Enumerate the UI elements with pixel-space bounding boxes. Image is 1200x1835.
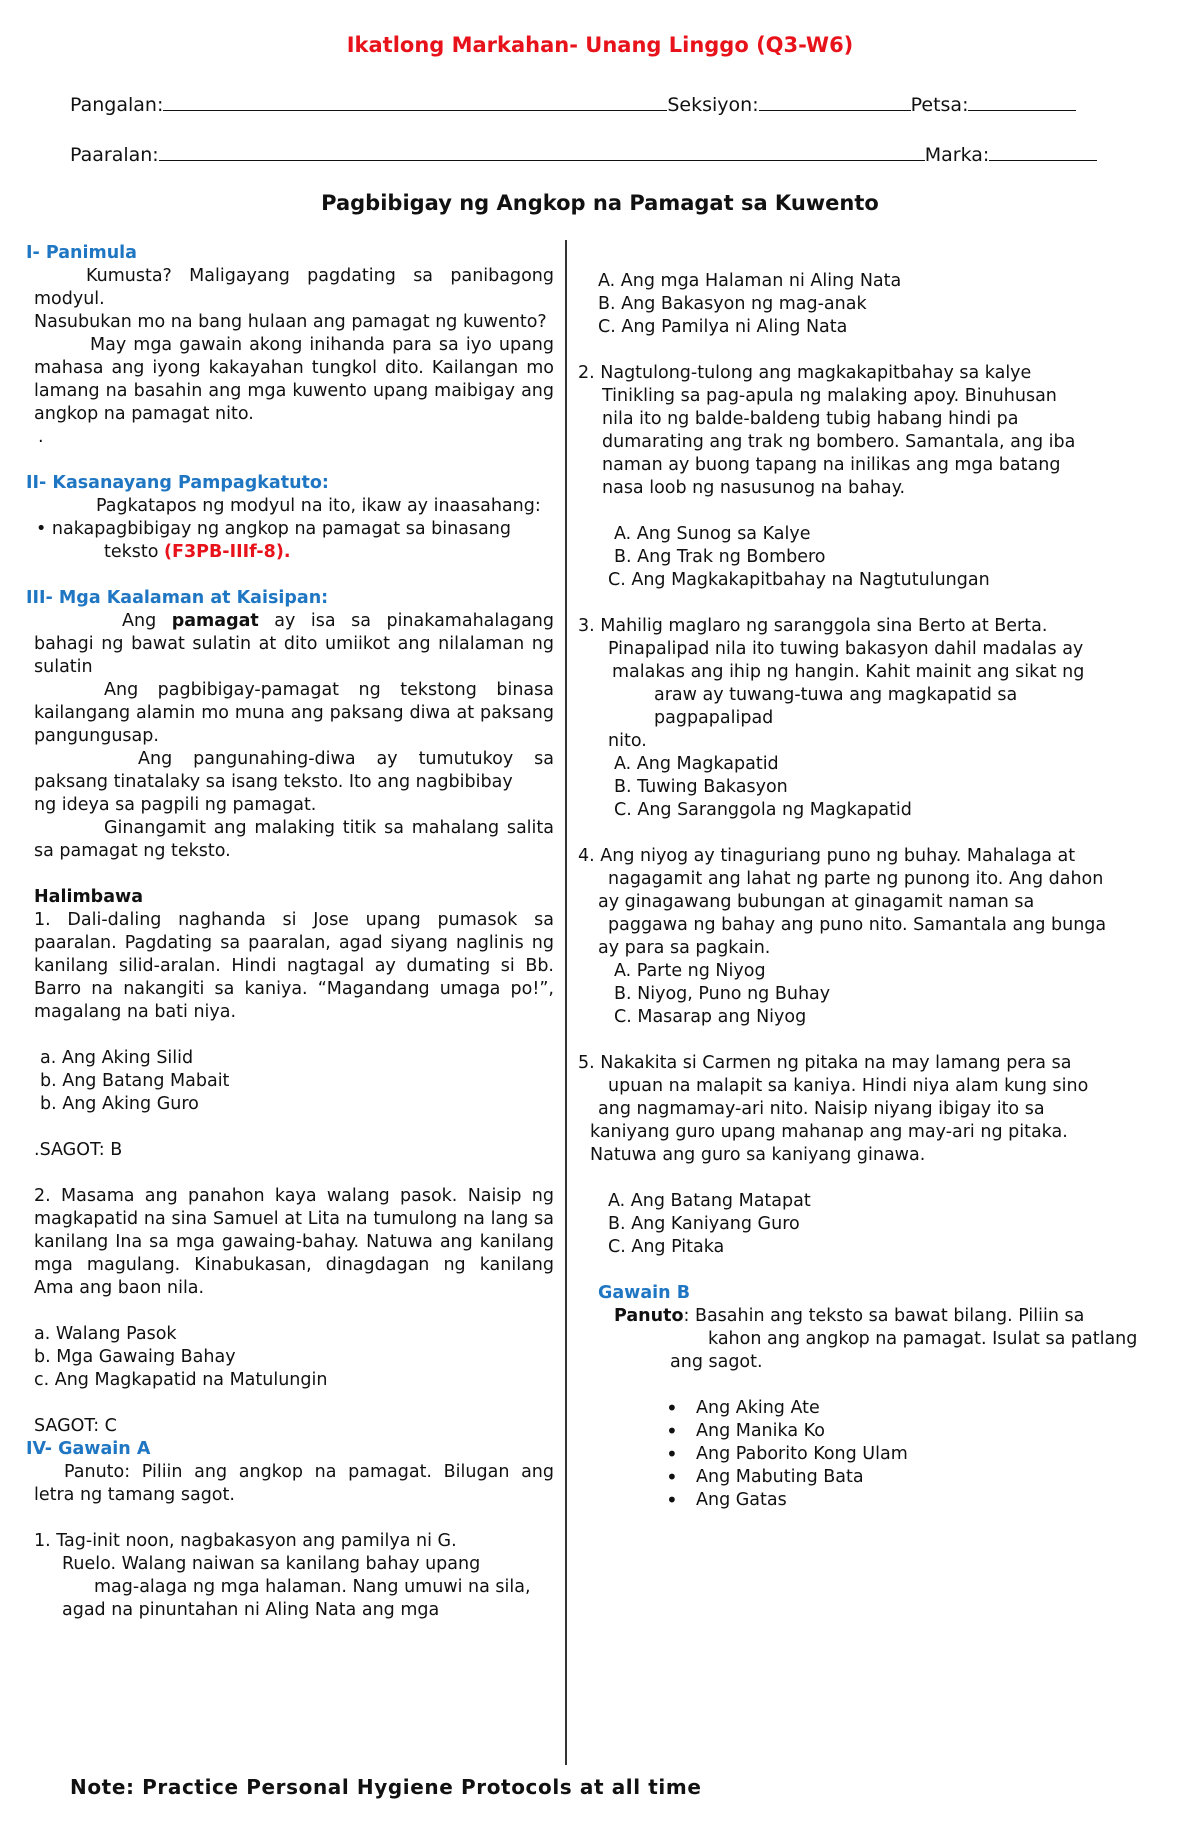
gawain-b-panuto-line-2: kahon ang angkop na pamagat. Isulat sa patlang	[708, 1329, 1138, 1349]
petsa-blank[interactable]	[968, 92, 1076, 111]
question-2-choice-a: A. Ang Sunog sa Kalye	[614, 524, 811, 544]
gawain-a-panuto: Panuto: Piliin ang angkop na pamagat. Bilugan ang letra ng tamang sagot.	[34, 1462, 554, 1505]
gawain-b-panuto-line-1: Panuto: Basahin ang teksto sa bawat bilang. Piliin sa	[614, 1306, 1085, 1326]
question-3-line-4: araw ay tuwang-tuwa ang magkapatid sa pagpapalipad	[654, 685, 1018, 728]
pangalan-blank[interactable]	[163, 92, 667, 111]
example-1-text: 1. Dali-daling naghanda si Jose upang pumasok sa paaralan. Pagdating sa paaralan, agad siyang naglinis ng kanilang silid-aralan. Hindi nagtagal ay dumating si Bb. Barro na nakangiti sa kaniya. “Magandang umaga po!”, magalang na bati niya.	[34, 910, 554, 1022]
example-2-choice-a: a. Walang Pasok	[34, 1324, 177, 1344]
question-2-line-1: 2. Nagtulong-tulong ang magkakapitbahay sa kalye	[578, 363, 1032, 383]
question-1-line-3: mag-alaga ng mga halaman. Nang umuwi na sila,	[94, 1577, 531, 1597]
kasanayan-code-line: teksto (F3PB-IIIf-8).	[104, 542, 291, 562]
question-5-choice-a: A. Ang Batang Matapat	[608, 1191, 811, 1211]
example-2-choice-c: c. Ang Magkapatid na Matulungin	[34, 1370, 328, 1390]
panimula-dot: .	[38, 427, 44, 447]
panimula-paragraph-2: Nasubukan mo na bang hulaan ang pamagat ng kuwento?	[34, 312, 547, 332]
kaalaman-paragraph-3: Ang pangunahing-diwa ay tumutukoy sa paksang tinatalaky sa isang teksto. Ito ang nagbibibay	[34, 749, 554, 792]
section-gawain-b-heading: Gawain B	[598, 1283, 691, 1303]
kaalaman-paragraph-2: Ang pagbibigay-pamagat ng tekstong binasa kailangang alamin mo muna ang paksang diwa at paksang pangungusap.	[34, 680, 554, 746]
question-4-line-2: nagagamit ang lahat ng parte ng punong ito. Ang dahon	[608, 869, 1104, 889]
example-2-answer: SAGOT: C	[34, 1416, 117, 1436]
example-1-choice-a: a. Ang Aking Silid	[40, 1048, 194, 1068]
question-3-choice-b: B. Tuwing Bakasyon	[614, 777, 788, 797]
question-1-line-1: 1. Tag-init noon, nagbakasyon ang pamilya ni G.	[34, 1531, 457, 1551]
question-1-choice-c: C. Ang Pamilya ni Aling Nata	[598, 317, 848, 337]
gawain-b-panuto-line-3: ang sagot.	[670, 1352, 763, 1372]
section-kaalaman-heading: III- Mga Kaalaman at Kaisipan:	[26, 588, 329, 608]
section-panimula-heading: I- Panimula	[26, 243, 137, 263]
gawain-b-title-list	[578, 1397, 1138, 1512]
question-5-line-1: 5. Nakakita si Carmen ng pitaka na may lamang pera sa	[578, 1053, 1072, 1073]
halimbawa-heading: Halimbawa	[34, 887, 143, 907]
example-1-answer: .SAGOT: B	[34, 1140, 123, 1160]
example-2-text: 2. Masama ang panahon kaya walang pasok. Naisip ng magkapatid na sina Samuel at Lita na tumulong na lang sa kanilang Ina sa mga gawaing-bahay. Natuwa ang kanilang mga magulang. Kinabukasan, dinagdagan ng kanilang Ama ang baon nila.	[34, 1186, 554, 1298]
question-2-line-3: nila ito ng balde-baldeng tubig habang hindi pa	[602, 409, 1019, 429]
question-5-line-2: upuan na malapit sa kaniya. Hindi niya alam kung sino	[608, 1076, 1089, 1096]
question-4-choice-c: C. Masarap ang Niyog	[614, 1007, 807, 1027]
petsa-label: Petsa:	[910, 94, 969, 116]
bullet-icon: •	[36, 519, 52, 539]
question-2-line-2: Tinikling sa pag-apula ng malaking apoy. Binuhusan	[602, 386, 1057, 406]
marka-blank[interactable]	[989, 142, 1097, 161]
question-2-choice-b: B. Ang Trak ng Bombero	[614, 547, 826, 567]
question-3-line-2: Pinapalipad nila ito tuwing bakasyon dahil madalas ay	[608, 639, 1084, 659]
panimula-paragraph-3: May mga gawain akong inihanda para sa iyo upang mahasa ang iyong kakayahan tungkol dito. Kailangan mo lamang na basahin ang mga kuwento upang maibigay ang angkop na pamagat nito.	[34, 335, 554, 424]
worksheet-title: Ikatlong Markahan- Unang Linggo (Q3-W6)	[346, 33, 854, 57]
list-item: • Ang Gatas	[578, 1489, 1138, 1512]
list-item: • Ang Mabuting Bata	[578, 1466, 1138, 1489]
question-5-line-3: ang nagmamay-ari nito. Naisip niyang ibigay ito sa	[598, 1099, 1045, 1119]
name-line	[70, 92, 1076, 117]
question-4-line-4: paggawa ng bahay ang puno nito. Samantala ang bunga	[608, 915, 1107, 935]
question-3-line-5: nito.	[608, 731, 647, 751]
question-3-choice-a: A. Ang Magkapatid	[614, 754, 779, 774]
hygiene-note: Note: Practice Personal Hygiene Protocols at all time	[70, 1775, 702, 1799]
question-5-line-4: kaniyang guro upang mahanap ang may-ari ng pitaka.	[590, 1122, 1068, 1142]
question-3-line-1: 3. Mahilig maglaro ng saranggola sina Berto at Berta.	[578, 616, 1048, 636]
question-2-choice-c: C. Ang Magkakapitbahay na Nagtutulungan	[608, 570, 990, 590]
question-3-choice-c: C. Ang Saranggola ng Magkapatid	[614, 800, 912, 820]
question-4-line-1: 4. Ang niyog ay tinaguriang puno ng buhay. Mahalaga at	[578, 846, 1076, 866]
question-1-choice-b: B. Ang Bakasyon ng mag-anak	[598, 294, 867, 314]
panimula-paragraph-1: Kumusta? Maligayang pagdating sa panibagong modyul.	[34, 266, 554, 309]
example-2-choice-b: b. Mga Gawaing Bahay	[34, 1347, 236, 1367]
list-item: • Ang Aking Ate	[578, 1397, 1138, 1420]
question-4-choice-a: A. Parte ng Niyog	[614, 961, 766, 981]
question-5-choice-c: C. Ang Pitaka	[608, 1237, 725, 1257]
pangalan-label: Pangalan:	[70, 94, 164, 116]
lesson-title: Pagbibigay ng Angkop na Pamagat sa Kuwento	[321, 191, 879, 215]
question-4-line-5: ay para sa pagkain.	[598, 938, 771, 958]
section-gawain-a-heading: IV- Gawain A	[26, 1439, 151, 1459]
kaalaman-paragraph-3b: ng ideya sa pagpili ng pamagat.	[34, 795, 317, 815]
list-item: • Ang Manika Ko	[578, 1420, 1138, 1443]
paaralan-label: Paaralan:	[70, 144, 159, 166]
example-1-choice-c: b. Ang Aking Guro	[40, 1094, 199, 1114]
kaalaman-paragraph-1: Ang pamagat ay isa sa pinakamahalagang bahagi ng bawat sulatin at dito umiikot ang nilalaman ng sulatin	[34, 611, 554, 677]
question-5-line-5: Natuwa ang guro sa kaniyang ginawa.	[590, 1145, 926, 1165]
example-1-choice-b: b. Ang Batang Mabait	[40, 1071, 230, 1091]
seksiyon-blank[interactable]	[759, 92, 911, 111]
right-column	[578, 270, 1138, 1512]
school-line	[70, 142, 1097, 167]
question-2-line-6: nasa loob ng nasusunog na bahay.	[602, 478, 906, 498]
paaralan-blank[interactable]	[159, 142, 925, 161]
competency-code: (F3PB-IIIf-8).	[164, 542, 291, 562]
question-1-line-4: agad na pinuntahan ni Aling Nata ang mga	[62, 1600, 440, 1620]
question-3-line-3: malakas ang ihip ng hangin. Kahit mainit ang sikat ng	[612, 662, 1085, 682]
question-4-choice-b: B. Niyog, Puno ng Buhay	[614, 984, 831, 1004]
marka-label: Marka:	[924, 144, 990, 166]
kasanayan-bullet: • nakapagbibigay ng angkop na pamagat sa binasang	[36, 519, 511, 539]
question-2-line-5: naman ay buong tapang na inilikas ang mga batang	[602, 455, 1061, 475]
kasanayan-paragraph: Pagkatapos ng modyul na ito, ikaw ay inaasahang:	[96, 496, 541, 516]
section-kasanayan-heading: II- Kasanayang Pampagkatuto:	[26, 473, 329, 493]
left-column	[26, 242, 554, 1622]
question-5-choice-b: B. Ang Kaniyang Guro	[608, 1214, 800, 1234]
question-4-line-3: ay ginagawang bubungan at ginagamit naman sa	[598, 892, 1035, 912]
question-1-choice-a: A. Ang mga Halaman ni Aling Nata	[598, 271, 902, 291]
question-2-line-4: dumarating ang trak ng bombero. Samantala, ang iba	[602, 432, 1076, 452]
question-1-line-2: Ruelo. Walang naiwan sa kanilang bahay upang	[62, 1554, 481, 1574]
kaalaman-paragraph-4: Ginangamit ang malaking titik sa mahalang salita sa pamagat ng teksto.	[34, 818, 554, 861]
list-item: • Ang Paborito Kong Ulam	[578, 1443, 1138, 1466]
seksiyon-label: Seksiyon:	[667, 94, 759, 116]
column-divider	[565, 240, 567, 1765]
